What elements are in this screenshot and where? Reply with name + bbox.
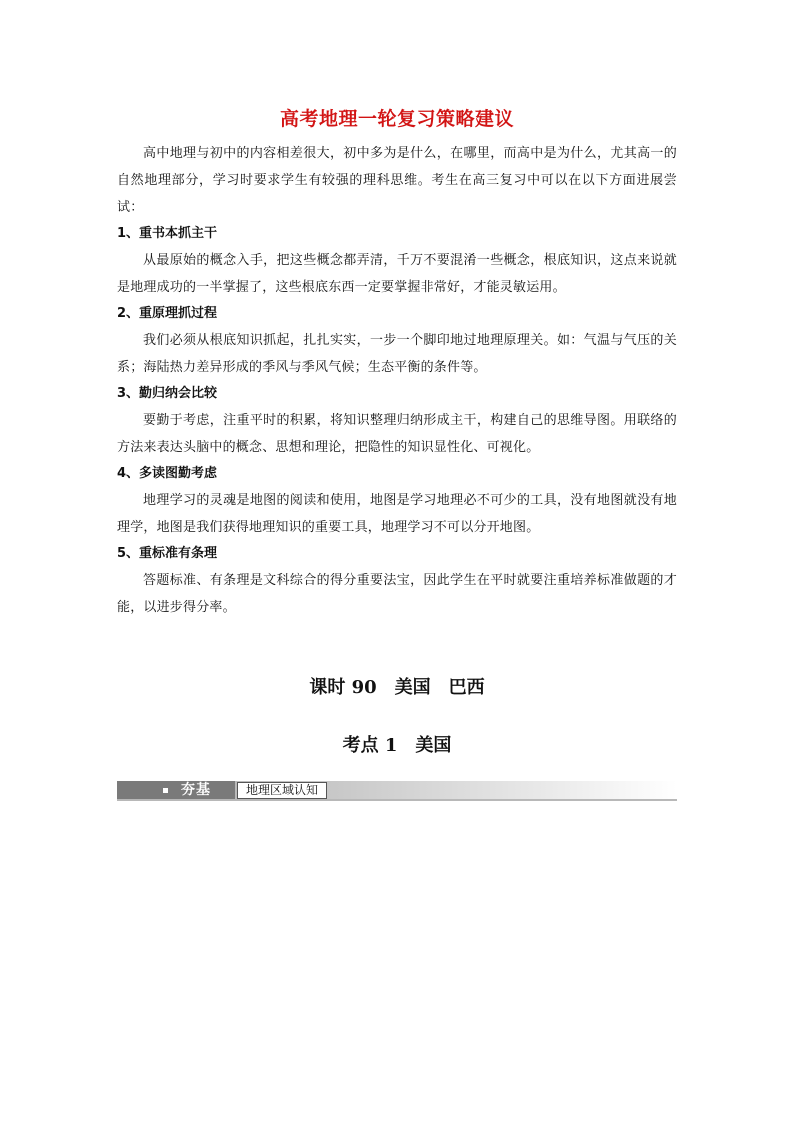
section-body: 我们必须从根底知识抓起，扎扎实实，一步一个脚印地过地理原理关。如：气温与气压的关系；海陆热力差异形成的季风与季风气候；生态平衡的条件等。: [117, 333, 677, 375]
document-page: [117, 100, 677, 801]
section-body: 地理学习的灵魂是地图的阅读和使用，地图是学习地理必不可少的工具，没有地图就没有地理学，地图是我们获得地理知识的重要工具，地理学习不可以分开地图。: [117, 493, 677, 535]
section-banner: [117, 781, 677, 801]
section-heading: 4、多读图勤考虑: [117, 466, 218, 481]
section-3: [117, 381, 677, 461]
section-2: [117, 301, 677, 381]
section-body: 要勤于考虑，注重平时的积累，将知识整理归纳形成主干，构建自己的思维导图。用联络的方法来表达头脑中的概念、思想和理论，把隐性的知识显性化、可视化。: [117, 413, 677, 455]
banner-label-block: [117, 781, 235, 799]
banner-label: 夯基: [181, 782, 211, 798]
topic-title: 考点 1 美国: [342, 735, 452, 756]
document-title: 高考地理一轮复习策略建议: [279, 108, 514, 130]
intro-paragraph: 高中地理与初中的内容相差很大，初中多为是什么，在哪里，而高中是为什么，尤其高一的自然地理部分，学习时要求学生有较强的理科思维。考生在高三复习中可以在以下方面进展尝试：: [117, 146, 677, 215]
section-5: [117, 541, 677, 621]
section-1: [117, 221, 677, 301]
banner-tag: 地理区域认知: [237, 782, 327, 799]
section-heading: 2、重原理抓过程: [117, 306, 218, 321]
section-4: [117, 461, 677, 541]
section-heading: 5、重标准有条理: [117, 546, 218, 561]
section-body: 答题标准、有条理是文科综合的得分重要法宝，因此学生在平时就要注重培养标准做题的才能，以进步得分率。: [117, 573, 677, 615]
square-bullet-icon: [163, 788, 168, 793]
section-heading: 1、重书本抓主干: [117, 226, 218, 241]
section-heading: 3、勤归纳会比较: [117, 386, 218, 401]
lesson-title: 课时 90 美国 巴西: [309, 677, 485, 698]
section-body: 从最原始的概念入手，把这些概念都弄清，千万不要混淆一些概念，根底知识，这点来说就是地理成功的一半掌握了，这些根底东西一定要掌握非常好，才能灵敏运用。: [117, 253, 677, 295]
